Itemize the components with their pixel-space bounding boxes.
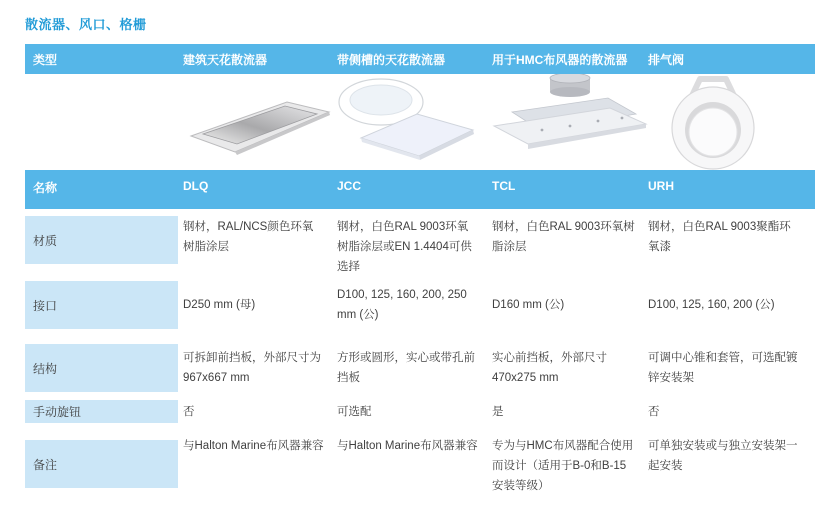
notes-tcl: 专为与HMC布风器配合使用而设计（适用于B-0和B-15安装等级） [492, 440, 634, 492]
knob-urh: 否 [648, 405, 660, 418]
image-cell-jcc [337, 74, 492, 170]
row-label-connection: 接口 [25, 281, 178, 329]
header-tcl: 用于HMC布风器的散流器 [492, 52, 628, 67]
structure-jcc: 方形或圆形，实心或带孔前挡板 [337, 352, 475, 384]
connection-jcc: D100, 125, 160, 200, 250 mm (公) [337, 289, 467, 321]
notes-dlq: 与Halton Marine布风器兼容 [183, 440, 324, 452]
connection-urh: D100, 125, 160, 200 (公) [648, 299, 775, 311]
material-tcl: 钢材，白色RAL 9003环氧树脂涂层 [492, 221, 635, 253]
header-type: 类型 [33, 52, 58, 67]
table-row-manual-knob [25, 400, 815, 423]
knob-dlq: 否 [183, 405, 195, 418]
image-cell-empty [25, 74, 183, 170]
header-urh: 排气阀 [648, 52, 685, 67]
image-cell-tcl [492, 74, 648, 170]
header-jcc: 带侧槽的天花散流器 [337, 52, 446, 67]
connection-dlq: D250 mm (母) [183, 299, 256, 311]
table-header-row [25, 44, 815, 74]
name-tcl: TCL [492, 179, 516, 193]
table-name-row [25, 170, 815, 209]
knob-tcl: 是 [492, 405, 504, 418]
material-dlq: 钢材，RAL/NCS颜色环氧树脂涂层 [183, 221, 314, 253]
structure-tcl: 实心前挡板，外部尺寸 470x275 mm [492, 352, 607, 384]
row-label-material: 材质 [25, 216, 178, 264]
urh-exhaust-valve-image [648, 74, 815, 170]
tcl-boxed-diffuser-image [492, 74, 648, 170]
material-urh: 钢材，白色RAL 9003聚酯环氧漆 [648, 221, 791, 253]
table-row-connection [25, 281, 815, 329]
name-urh: URH [648, 179, 674, 193]
structure-dlq: 可拆卸前挡板，外部尺寸为967x667 mm [183, 352, 321, 384]
material-jcc: 钢材，白色RAL 9003环氧树脂涂层或EN 1.4404可供选择 [337, 221, 472, 273]
jcc-round-and-square-diffuser-image [337, 74, 492, 170]
image-cell-dlq [183, 74, 337, 170]
image-cell-urh [648, 74, 815, 170]
name-row-label: 名称 [33, 181, 58, 195]
structure-urh: 可调中心锥和套管，可选配镀锌安装架 [648, 352, 798, 384]
notes-urh: 可单独安装或与独立安装架一起安装 [648, 440, 798, 472]
page-title: 散流器、风口、格栅 [25, 17, 147, 32]
knob-jcc: 可选配 [337, 405, 372, 418]
row-label-manual-knob: 手动旋钮 [25, 400, 178, 423]
dlq-ceiling-panel-image [183, 74, 337, 170]
row-label-structure: 结构 [25, 344, 178, 392]
product-table [25, 44, 815, 492]
table-row-notes [25, 440, 815, 492]
name-jcc: JCC [337, 179, 362, 193]
table-row-material [25, 216, 815, 273]
connection-tcl: D160 mm (公) [492, 299, 565, 311]
name-dlq: DLQ [183, 179, 209, 193]
table-row-structure [25, 344, 815, 392]
row-label-notes: 备注 [25, 440, 178, 488]
notes-jcc: 与Halton Marine布风器兼容 [337, 440, 478, 452]
product-image-row [25, 74, 815, 170]
header-dlq: 建筑天花散流器 [183, 52, 268, 67]
